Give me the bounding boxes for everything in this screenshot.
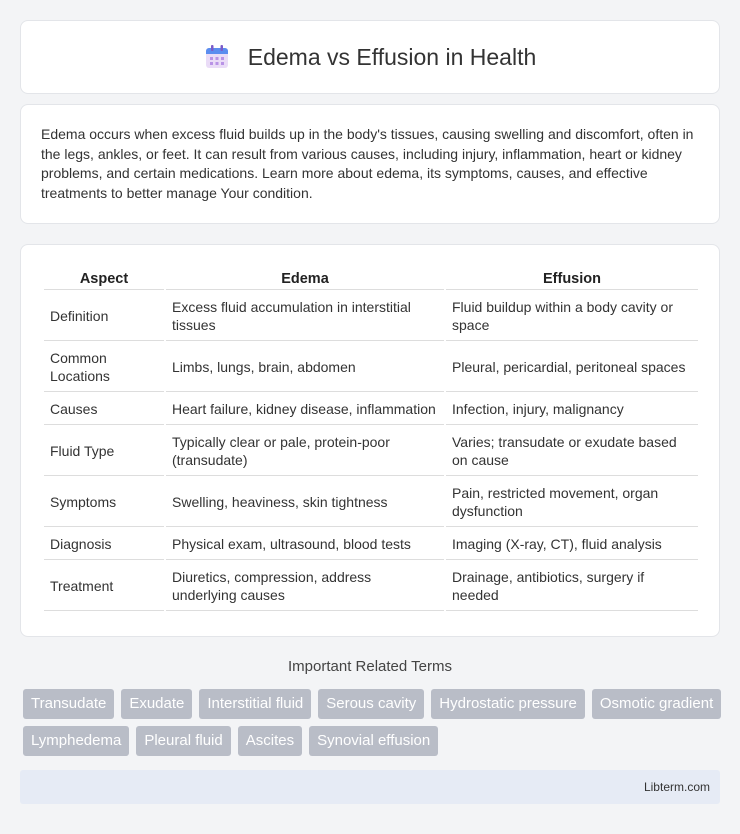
row-aspect: Definition: [44, 292, 164, 341]
term-tag-interstitial-fluid[interactable]: Interstitial fluid: [199, 689, 311, 719]
intro-card: [20, 104, 720, 224]
row-effusion: Infection, injury, malignancy: [446, 394, 698, 425]
table-row: [44, 529, 698, 560]
header-card: [20, 20, 720, 94]
row-effusion: Fluid buildup within a body cavity or space: [446, 292, 698, 341]
row-aspect: Treatment: [44, 562, 164, 611]
comparison-card: [20, 244, 720, 637]
row-edema: Physical exam, ultrasound, blood tests: [166, 529, 444, 560]
row-aspect: Diagnosis: [44, 529, 164, 560]
term-tag-synovial-effusion[interactable]: Synovial effusion: [309, 726, 438, 756]
term-tag-serous-cavity[interactable]: Serous cavity: [318, 689, 424, 719]
column-header-edema: Edema: [166, 267, 444, 290]
row-aspect: Common Locations: [44, 343, 164, 392]
term-tag-exudate[interactable]: Exudate: [121, 689, 192, 719]
table-row: [44, 478, 698, 527]
footer: [20, 770, 720, 804]
table-header-row: [44, 267, 698, 290]
term-tag-transudate[interactable]: Transudate: [23, 689, 114, 719]
row-aspect: Symptoms: [44, 478, 164, 527]
row-edema: Excess fluid accumulation in interstitial tissues: [166, 292, 444, 341]
calendar-icon: [204, 44, 230, 70]
table-row: [44, 427, 698, 476]
related-terms-title: Important Related Terms: [288, 658, 452, 675]
term-tag-hydrostatic-pressure[interactable]: Hydrostatic pressure: [431, 689, 585, 719]
comparison-table: [42, 265, 700, 613]
table-row: [44, 562, 698, 611]
term-tag-lymphedema[interactable]: Lymphedema: [23, 726, 129, 756]
column-header-aspect: Aspect: [44, 267, 164, 290]
row-effusion: Imaging (X-ray, CT), fluid analysis: [446, 529, 698, 560]
table-row: [44, 292, 698, 341]
page-title: Edema vs Effusion in Health: [247, 43, 537, 70]
related-terms-list: [23, 689, 723, 756]
row-edema: Limbs, lungs, brain, abdomen: [166, 343, 444, 392]
row-aspect: Causes: [44, 394, 164, 425]
table-row: [44, 343, 698, 392]
header: [204, 44, 537, 71]
row-edema: Typically clear or pale, protein-poor (transudate): [166, 427, 444, 476]
row-edema: Heart failure, kidney disease, inflammation: [166, 394, 444, 425]
intro-text: Edema occurs when excess fluid builds up in the body's tissues, causing swelling and discomfort, often in the legs, ankles, or feet. It can result from various causes, including injury, inflammation, heart or kidney problems, and certain medications. Learn more about edema, its symptoms, causes, and effective treatments to better manage Your condition.: [41, 126, 694, 201]
row-effusion: Pain, restricted movement, organ dysfunction: [446, 478, 698, 527]
row-effusion: Varies; transudate or exudate based on cause: [446, 427, 698, 476]
row-edema: Swelling, heaviness, skin tightness: [166, 478, 444, 527]
row-effusion: Pleural, pericardial, peritoneal spaces: [446, 343, 698, 392]
row-aspect: Fluid Type: [44, 427, 164, 476]
term-tag-ascites[interactable]: Ascites: [238, 726, 302, 756]
term-tag-osmotic-gradient[interactable]: Osmotic gradient: [592, 689, 721, 719]
row-edema: Diuretics, compression, address underlying causes: [166, 562, 444, 611]
footer-site-link[interactable]: Libterm.com: [643, 780, 710, 794]
term-tag-pleural-fluid[interactable]: Pleural fluid: [136, 726, 230, 756]
column-header-effusion: Effusion: [446, 267, 698, 290]
row-effusion: Drainage, antibiotics, surgery if needed: [446, 562, 698, 611]
table-row: [44, 394, 698, 425]
